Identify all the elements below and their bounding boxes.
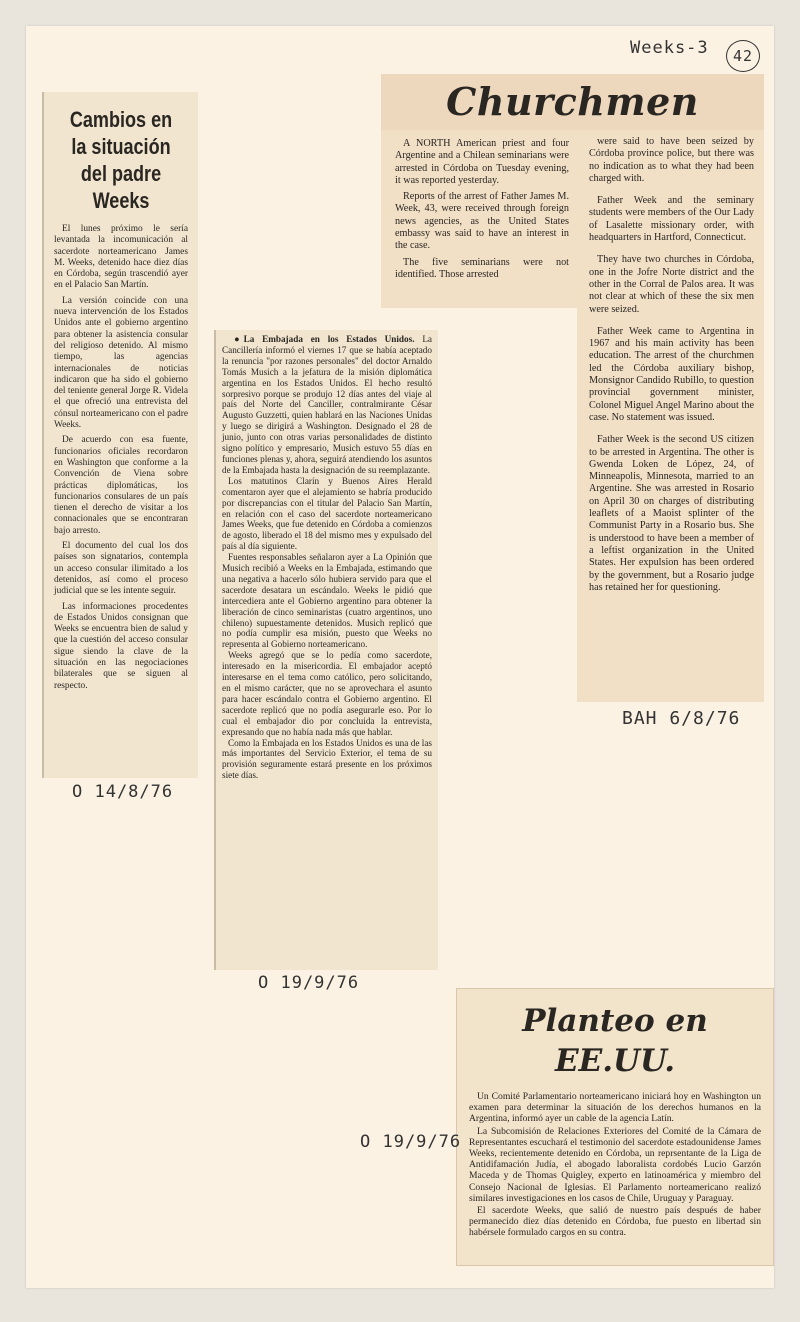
clipping-churchmen-header <box>381 74 764 130</box>
clipping-planteo <box>456 988 774 1266</box>
paragraph: Reports of the arrest of Father James M. Week, 43, were received through foreign news agencies, as the United States embassy was said to have an interest in the case. <box>395 191 569 252</box>
article-body <box>589 136 754 594</box>
headline: Churchmen <box>446 79 699 124</box>
clipping-embajada <box>214 330 438 970</box>
paragraph: La Subcomisión de Relaciones Exteriores del Comité de la Cámara de Representantes escuchará el testimonio del sacerdote estadounidense James Weeks, recientemente detenido en Córdoba, un reprsentante de la Liga de Antidifamación Judía, el abogado laboralista cordobés Lucio Garzón Maceda y de Thomas Quigley, experto en latinoamérica y miembro del Consejo Nacional de Iglesias. El Parlamento norteamericano realizó similares investigaciones en los casos de Chile, Uruguay y Paraguay. <box>469 1125 761 1204</box>
clipping-cambios <box>42 92 198 778</box>
paragraph: Como la Embajada en los Estados Unidos es una de las más importantes del Servicio Exterior, el tema de su provisión seguramente estará presente en los próximos siete días. <box>222 737 432 781</box>
paragraph: El lunes próximo le sería levantada la incomunicación al sacerdote norteamericano James M. Weeks, detenido hace diez días en Córdoba, según trascendió ayer en el Palacio San Martín. <box>54 224 188 291</box>
paragraph-text: La Cancillería informó el viernes 17 que se había aceptado la renuncia "por razones personales" del doctor Arnaldo Tomás Musich a la jefatura de la misión diplomática argentina en los Estados Unidos. El hecho resultó sorpresivo porque se produjo 12 días antes del viaje al país del Norte del Canciller, contralmirante César Augusto Guzzetti, quien hablará en las Naciones Unidas y luego se dirigirá a Washington. Designado el 28 de junio, junto con otras varias personalidades de distinto signo político y empresario, Musich estuvo 55 días en funciones plenas y, ahora, seguirá atendiendo los asuntos de la Embajada hasta la designación de su reemplazante. <box>222 334 433 475</box>
paragraph: De acuerdo con esa fuente, funcionarios oficiales recordaron en Washington que conforme a la Convención de Viena sobre prácticas diplomáticas, los funcionarios consulares de un país tienen el derecho de visitar a los connacionales que se encontraran bajo arresto. <box>54 435 188 536</box>
handwritten-date: O 19/9/76 <box>360 1132 462 1152</box>
bullet-icon: ● <box>234 334 240 344</box>
article-body <box>222 334 432 781</box>
paragraph: The five seminarians were not identified. Those arrested <box>395 256 569 280</box>
paragraph: El sacerdote Weeks, que salió de nuestro país después de haber permanecido diez días detenido en Córdoba, fue puesto en libertad sin habérsele formulado cargos en su contra. <box>469 1205 761 1239</box>
paragraph: They have two churches in Córdoba, one in the Jofre Norte district and the other in the Corral de Palos area. It was not clear at which of these the six men were seized. <box>589 254 754 315</box>
paragraph: Las informaciones procedentes de Estados Unidos consignan que Weeks se encuentra bien de salud y que la cuestión del acceso consular sigue siendo la clave de la situación en las negociaciones bilaterales que se siguen al respecto. <box>54 601 188 691</box>
headline: Cambios en la situación del padre Weeks <box>69 107 173 213</box>
article-body <box>395 138 569 281</box>
handwritten-date: O 14/8/76 <box>72 782 174 802</box>
paragraph: Un Comité Parlamentario norteamericano iniciará hoy en Washington un examen para determinar la situación de los derechos humanos en la Argentina, informó ayer un cable de la agencia Latín. <box>469 1091 761 1125</box>
paragraph <box>222 334 432 476</box>
handwritten-date: BAH 6/8/76 <box>622 708 741 729</box>
article-body <box>54 224 188 692</box>
page-number-circle: 42 <box>726 40 760 72</box>
paragraph: were said to have been seized by Córdoba province police, but there was no indication as to what they had been charged with. <box>589 136 754 184</box>
paragraph: Father Week is the second US citizen to be arrested in Argentina. The other is Gwenda Loken de López, 24, of Minneapolis, Minnesota, married to an Argentine. She was arrested in Rosario on April 30 on charges of distributing leaflets of a Maoist splinter of the Communist Party in a Rosario bus. She is understood to have been a member of a leftist organization in the United States. Her expulsion has been ordered by the government, but a Rosario judge has retained her for questioning. <box>589 434 754 593</box>
headline: Planteo en EE.UU. <box>522 1003 708 1079</box>
paragraph: Weeks agregó que se lo pedía como sacerdote, interesado en la misericordia. El embajador aceptó interesarse en el tema como católico, pero solicitando, en el mismo carácter, que no se aprovechara el asunto para hacer escándalo contra el Gobierno argentino. El sacerdote replicó que no podía asegurarle eso. Por lo cual el embajador dio por concluida la entrevista, expresando que no había nada más que hablar. <box>222 650 432 737</box>
paragraph: Fuentes responsables señalaron ayer a La Opinión que Musich recibió a Weeks en la Embajada, estimando que una negativa a hacerlo sólo hubiera servido para que el sacerdote desatara un escándalo. Weeks le pidió que intercediera ante el Gobierno argentino para obtener la liberación de cinco seminaristas (cuatro argentinos, uno chileno) supuestamente detenidos. Musich replicó que no podía cumplir esa misión, puesto que Weeks no representa al Gobierno norteamericano. <box>222 552 432 650</box>
clipping-churchmen-col-b <box>577 130 764 702</box>
paragraph: A NORTH American priest and four Argentine and a Chilean seminarians were arrested in Córdoba on Tuesday evening, it was reported yesterday. <box>395 138 569 186</box>
article-body <box>469 1091 761 1239</box>
paragraph: Los matutinos Clarín y Buenos Aires Herald comentaron ayer que el alejamiento se habría producido por discrepancias con el titular del Palacio San Martín, en relación con el caso del sacerdote norteamericano James Weeks, que fue detenido en Córdoba a comienzos de agosto, liberado el 18 del mismo mes y expulsado del país al día siguiente. <box>222 475 432 552</box>
clipping-churchmen-col-a <box>381 130 577 308</box>
paragraph: El documento del cual los dos países son signatarios, contempla un acceso consular ilimitado a los detenidos, así como el proceso judicial que se les intente seguir. <box>54 541 188 597</box>
handwritten-date: O 19/9/76 <box>258 973 360 993</box>
paragraph: Father Week and the seminary students were members of the Our Lady of Lasalette missionary order, with headquarters in Hartford, Connecticut. <box>589 195 754 244</box>
handwritten-folder-note: Weeks-3 <box>630 38 709 58</box>
paragraph: La versión coincide con una nueva intervención de los Estados Unidos ante el gobierno argentino para obtener la asistencia consular del religioso detenido. Al mismo tiempo, las agencias internacionales de noticias indicaron que ha sido el gobierno del teniente general Jorge R. Videla el que ofreció una entrevista del cónsul norteamericano con el padre Weeks. <box>54 295 188 431</box>
paragraph: Father Week came to Argentina in 1967 and his main activity has been education. The arrest of the churchmen led the Córdoba auxiliary bishop, Monsignor Candido Rubillo, to question provincial government minister, Colonel Miguel Angel Marino about the case. No statement was issued. <box>589 325 754 423</box>
lead-heading: La Embajada en los Estados Unidos. <box>243 334 415 344</box>
